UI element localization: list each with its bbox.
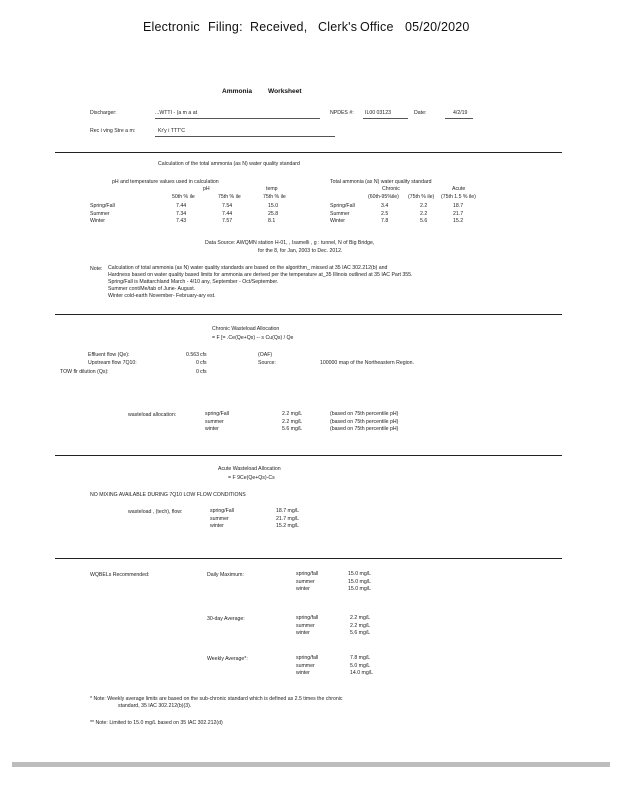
limit-note: ** Note: Limited to 15.0 mg/L based on 35 IAC 302.212(d) [90, 720, 223, 726]
chronic-sub-b: (75th % ile) [408, 194, 435, 200]
chronic-a-column: 3.4 2.5 7.8 [381, 203, 389, 224]
ph75-column: 7.54 7.44 7.57 [222, 203, 233, 224]
wqbels-label: WQBELs Recommended: [90, 572, 150, 578]
weekly-note-line1: * Note: Weekly average limits are based on the sub-chronic standard which is defined as 2.5 times the chronic [90, 696, 343, 702]
chronic-wla-title: Chronic Wasteload Allocation [212, 326, 280, 332]
chronic-wla-values: 2.2 mg/L 2.2 mg/L 5.6 mg/L [282, 411, 303, 432]
season-spring: Spring/Fall [90, 203, 115, 209]
discharger-label: Discharger: [90, 110, 117, 116]
temp75-sub: 75th % ile [263, 194, 286, 200]
chronic-wla-seasons: spring/Fall summer winter [205, 411, 229, 432]
acute-wla-values: 18.7 mg/L 21.7 mg/L 15.2 mg/L [276, 508, 300, 529]
ph50-column: 7.44 7.34 7.43 [176, 203, 187, 224]
scan-edge-bar [12, 762, 610, 767]
receiving-underline [155, 136, 335, 137]
ph50-sub: 50th % ile [172, 194, 195, 200]
thirty-day-label: 30-day Average: [207, 616, 245, 622]
acute-sub: (75th 1.5 % ile) [441, 194, 476, 200]
header-filing: Filing: [208, 20, 243, 34]
chronic-wla-label: wasteload allocation: [128, 412, 177, 418]
oaf-label: (OAF) [258, 352, 273, 358]
acute-wla-title: Acute Wasteload Allocation [218, 466, 281, 472]
daily-max-seasons: spring/fall summer winter [296, 571, 319, 592]
acute-heading: Acute [452, 186, 466, 192]
daily-max-label: Daily Maximum: [207, 572, 244, 578]
source-value: 100000 map of the Northeastern Region. [320, 360, 415, 366]
receiving-stream-value: Kr'y i TTT'C [158, 128, 185, 134]
weekly-avg-label: Weekly Average*: [207, 656, 248, 662]
discharger-value: ...WTTI - (a m a at [155, 110, 198, 116]
weekly-note-line2: standard, 35 IAC 302.212(b)(3). [118, 703, 192, 709]
dilution-flow-label: TOW flr dilution (Qs): [60, 369, 109, 375]
source-label: Source: [258, 360, 276, 366]
section-divider-2 [55, 314, 562, 315]
header-date: 05/20/2020 [405, 20, 470, 34]
temp75-column: 15.0 25.8 8.1 [268, 203, 279, 224]
date-value: 4/2/19 [453, 110, 468, 116]
weekly-avg-values: 7.8 mg/L 5.0 mg/L 14.0 mg/L [350, 655, 374, 676]
upstream-flow-unit: cfs [200, 360, 207, 366]
thirty-day-values: 2.2 mg/L 2.2 mg/L 5.6 mg/L [350, 615, 371, 636]
npdes-value: IL00 03123 [365, 110, 391, 116]
worksheet-title-ammonia: Ammonia [222, 88, 253, 95]
season-column [90, 203, 115, 226]
chronic-b-column: 2.2 2.2 5.6 [420, 203, 428, 224]
worksheet-title-worksheet: Worksheet [268, 88, 302, 95]
no-mixing-text: NO MIXING AVAILABLE DURING 7Q10 LOW FLOW CONDITIONS [90, 492, 246, 498]
section-divider-3 [55, 455, 562, 456]
temp-heading: temp [266, 186, 278, 192]
effluent-flow-unit: cfs [200, 352, 207, 358]
chronic-wla-basis: (based on 75th percentile pH) (based on 75th percentile pH) (based on 75th percentile pH) [330, 411, 399, 432]
section-divider-1 [55, 152, 562, 153]
acute-wla-formula: = F 9Ce(Qe+Qs)-Cs [228, 475, 275, 481]
ph-temp-heading: pH and temperature values used in calculation [112, 179, 219, 185]
daily-max-values: 15.0 mg/L 15.0 mg/L 15.0 mg/L [348, 571, 372, 592]
ph75-sub: 75th % ile [218, 194, 241, 200]
dilution-flow-unit: cfs [200, 369, 207, 375]
data-source-line1: Data Source: AWQMN station H-01, , Isamelli , g : tunnel, N of Big Bridge, [205, 240, 375, 246]
npdes-label: NPDES #: [330, 110, 354, 116]
discharger-underline [155, 118, 320, 119]
note-lines: Calculation of total ammonia (as N) water quality standards are based on the algorithm_ missed at 35 IAC 302.212(b) and Hardness based on water quality based limits for ammonia are derived per the temperature at_35 Illinois outlined at 35 IAC Part 355. Spring/Fall is Mattarchland March - 4/10 any, September - Oct/September. Summer cont/Me/tab of June- August. Winter cold-earth November- February-ary est. [108, 265, 413, 299]
ph-heading: pH [203, 186, 210, 192]
weekly-avg-seasons: spring/fall summer winter [296, 655, 319, 676]
receiving-stream-label: Rec i ving Stre a m: [90, 128, 136, 134]
date-label: Date: [414, 110, 427, 116]
right-season-column: Spring/Fall Summer Winter [330, 203, 355, 224]
thirty-day-seasons: spring/fall summer winter [296, 615, 319, 636]
chronic-heading: Chronic [382, 186, 400, 192]
header-received: Received, [250, 20, 308, 34]
season-winter: Winter [90, 218, 105, 224]
chronic-sub-a: (60th-95%ile) [368, 194, 399, 200]
date-underline [445, 118, 473, 119]
header-electronic: Electronic [143, 20, 200, 34]
section1-title: Calculation of the total ammonia (as N) water quality standard [158, 161, 300, 167]
chronic-wla-formula: = F [= .Ce(Qe+Qs) -- s Cu(Qs) / Qe [212, 335, 294, 341]
effluent-flow-value: 0.563 [186, 352, 199, 358]
header-office: Office [360, 20, 394, 34]
data-source-line2: for the 8, for Jan, 2003 to Dec. 2012. [258, 248, 343, 254]
acute-column: 18.7 21.7 15.2 [453, 203, 464, 224]
effluent-flow-label: Effluent flow (Qe): [88, 352, 130, 358]
upstream-flow-value: 0 [196, 360, 199, 366]
acute-wla-seasons: spring/Fall summer winter [210, 508, 234, 529]
header-clerks: Clerk's [318, 20, 358, 34]
total-ammonia-heading: Total ammonia (as N) water quality standard [330, 179, 432, 185]
season-summer: Summer [90, 210, 110, 217]
dilution-flow-value: 0 [196, 369, 199, 375]
note-label: Note: [90, 266, 103, 272]
npdes-underline [363, 118, 408, 119]
acute-wla-label: wasteload , (tech), flow: [128, 509, 183, 515]
upstream-flow-label: Upstream flow 7Q10: [88, 360, 137, 366]
section-divider-4 [55, 558, 562, 559]
